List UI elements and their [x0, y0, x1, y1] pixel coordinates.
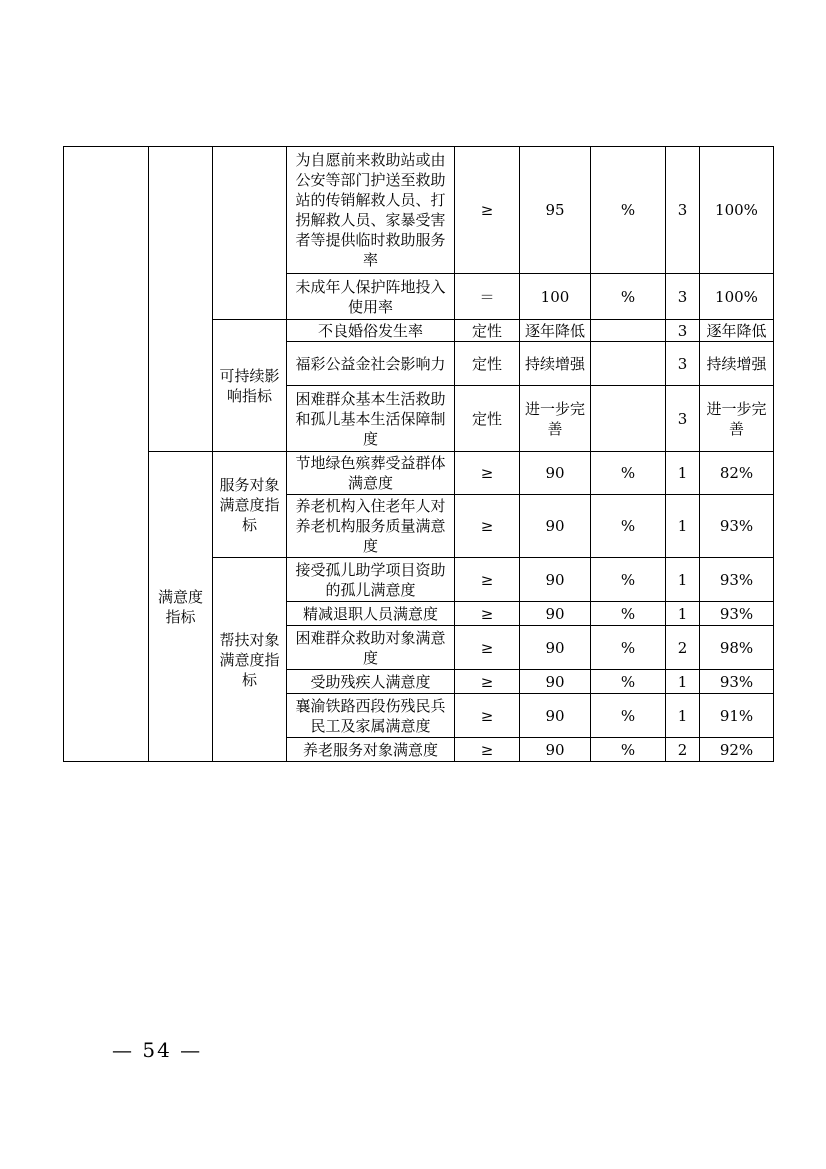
score: 3 — [666, 320, 700, 342]
comparison-operator: 定性 — [455, 320, 520, 342]
level3-cell-empty — [213, 147, 287, 320]
score: 3 — [666, 342, 700, 386]
actual-value: 进一步完善 — [700, 386, 774, 452]
actual-value: 逐年降低 — [700, 320, 774, 342]
indicator-name: 福彩公益金社会影响力 — [287, 342, 455, 386]
score: 1 — [666, 602, 700, 626]
comparison-operator: ≥ — [455, 670, 520, 694]
target-value: 90 — [520, 452, 591, 495]
target-value: 90 — [520, 558, 591, 602]
target-value: 90 — [520, 670, 591, 694]
unit — [591, 386, 666, 452]
actual-value: 93% — [700, 558, 774, 602]
group-label-sustainable: 可持续影响指标 — [213, 320, 287, 452]
group-label-service-satisfaction: 服务对象满意度指标 — [213, 452, 287, 558]
unit: % — [591, 147, 666, 274]
comparison-operator: ≥ — [455, 495, 520, 558]
target-value: 95 — [520, 147, 591, 274]
score: 1 — [666, 694, 700, 738]
indicator-name: 困难群众救助对象满意度 — [287, 626, 455, 670]
unit: % — [591, 694, 666, 738]
unit: % — [591, 670, 666, 694]
score: 3 — [666, 147, 700, 274]
unit: % — [591, 558, 666, 602]
comparison-operator: 定性 — [455, 386, 520, 452]
actual-value: 93% — [700, 602, 774, 626]
indicator-name: 节地绿色殡葬受益群体满意度 — [287, 452, 455, 495]
target-value: 90 — [520, 495, 591, 558]
indicator-name: 不良婚俗发生率 — [287, 320, 455, 342]
unit: % — [591, 626, 666, 670]
indicator-name: 接受孤儿助学项目资助的孤儿满意度 — [287, 558, 455, 602]
score: 3 — [666, 386, 700, 452]
indicator-name: 襄渝铁路西段伤残民兵民工及家属满意度 — [287, 694, 455, 738]
comparison-operator: ≥ — [455, 738, 520, 762]
indicator-name: 养老服务对象满意度 — [287, 738, 455, 762]
target-value: 持续增强 — [520, 342, 591, 386]
level2-cell-empty — [149, 147, 213, 452]
comparison-operator: ≥ — [455, 694, 520, 738]
indicator-name: 困难群众基本生活救助和孤儿基本生活保障制度 — [287, 386, 455, 452]
indicator-name: 为自愿前来救助站或由公安等部门护送至救助站的传销解救人员、打拐解救人员、家暴受害者等提供临时救助服务率 — [287, 147, 455, 274]
comparison-operator: 定性 — [455, 342, 520, 386]
comparison-operator: ≥ — [455, 602, 520, 626]
score: 1 — [666, 670, 700, 694]
comparison-operator: ≥ — [455, 558, 520, 602]
actual-value: 93% — [700, 670, 774, 694]
unit: % — [591, 602, 666, 626]
score: 1 — [666, 495, 700, 558]
comparison-operator: ≥ — [455, 147, 520, 274]
unit: % — [591, 452, 666, 495]
unit: % — [591, 274, 666, 320]
actual-value: 100% — [700, 274, 774, 320]
target-value: 进一步完善 — [520, 386, 591, 452]
unit — [591, 342, 666, 386]
unit: % — [591, 738, 666, 762]
target-value: 逐年降低 — [520, 320, 591, 342]
actual-value: 82% — [700, 452, 774, 495]
page-number: — 54 — — [112, 1038, 203, 1062]
target-value: 90 — [520, 694, 591, 738]
target-value: 100 — [520, 274, 591, 320]
table-row — [64, 452, 774, 495]
target-value: 90 — [520, 738, 591, 762]
comparison-operator: ＝ — [455, 274, 520, 320]
actual-value: 98% — [700, 626, 774, 670]
indicator-name: 精减退职人员满意度 — [287, 602, 455, 626]
actual-value: 91% — [700, 694, 774, 738]
actual-value: 持续增强 — [700, 342, 774, 386]
score: 2 — [666, 626, 700, 670]
actual-value: 93% — [700, 495, 774, 558]
score: 2 — [666, 738, 700, 762]
level1-cell-empty — [64, 147, 149, 762]
unit — [591, 320, 666, 342]
score: 1 — [666, 452, 700, 495]
comparison-operator: ≥ — [455, 452, 520, 495]
target-value: 90 — [520, 602, 591, 626]
comparison-operator: ≥ — [455, 626, 520, 670]
target-value: 90 — [520, 626, 591, 670]
score: 3 — [666, 274, 700, 320]
actual-value: 100% — [700, 147, 774, 274]
indicator-name: 受助残疾人满意度 — [287, 670, 455, 694]
actual-value: 92% — [700, 738, 774, 762]
performance-indicator-table — [63, 146, 774, 762]
indicator-name: 养老机构入住老年人对养老机构服务质量满意度 — [287, 495, 455, 558]
group-label-help-satisfaction: 帮扶对象满意度指标 — [213, 558, 287, 762]
table-row — [64, 147, 774, 274]
score: 1 — [666, 558, 700, 602]
indicator-name: 未成年人保护阵地投入使用率 — [287, 274, 455, 320]
group-label-satisfaction: 满意度指标 — [149, 452, 213, 762]
unit: % — [591, 495, 666, 558]
